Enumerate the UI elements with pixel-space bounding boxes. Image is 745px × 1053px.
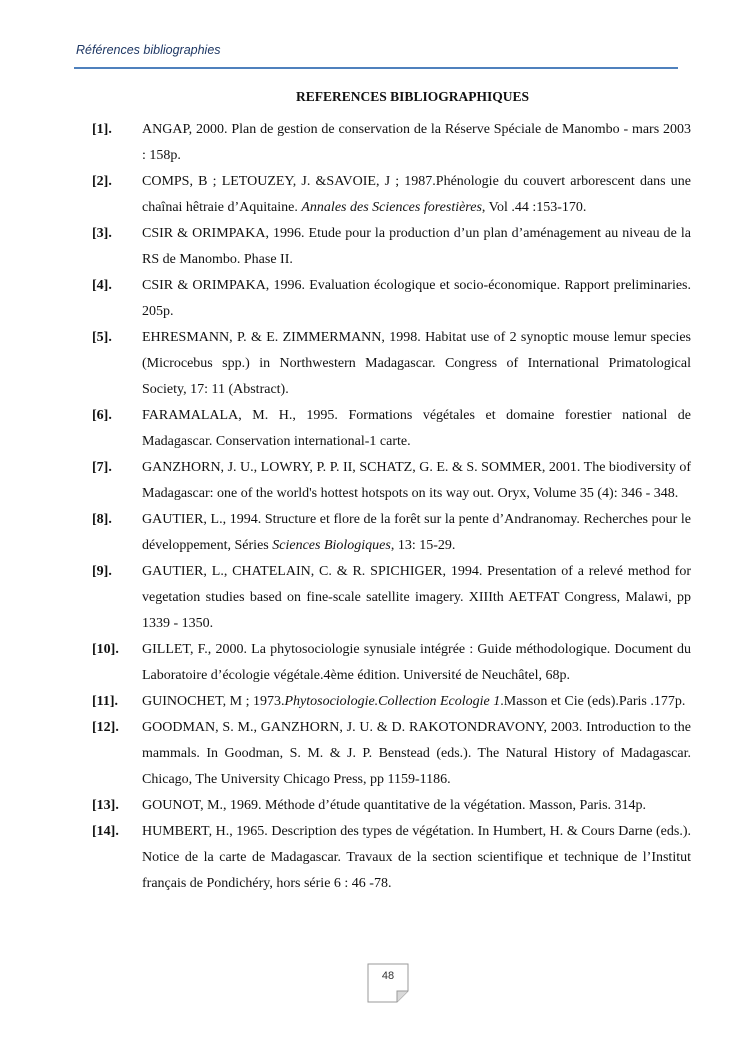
reference-item [92, 455, 691, 507]
reference-text: GILLET, F., 2000. La phytosociologie synusiale intégrée : Guide méthodologique. Document du Laboratoire d’écologie végétale.4ème édition. Université de Neuchâtel, 68p. [142, 642, 691, 683]
reference-item [92, 715, 691, 793]
reference-text: COMPS, B ; LETOUZEY, J. &SAVOIE, J ; 1987.Phénologie du couvert arborescent dans une chaînai hêtraie d’Aquitaine. Annales des Sciences forestières, Vol .44 :153-170. [142, 174, 691, 215]
reference-item [92, 117, 691, 169]
folded-page-icon [367, 963, 409, 1003]
page-number: 48 [381, 970, 395, 982]
reference-text: GOUNOT, M., 1969. Méthode d’étude quantitative de la végétation. Masson, Paris. 314p. [142, 798, 647, 813]
reference-number: [13]. [92, 798, 119, 813]
reference-item [92, 793, 691, 819]
reference-item [92, 221, 691, 273]
reference-number: [7]. [92, 460, 112, 475]
reference-item [92, 689, 691, 715]
reference-number: [2]. [92, 174, 112, 189]
reference-number: [1]. [92, 122, 112, 137]
page-number-badge [367, 963, 409, 1003]
reference-text: GANZHORN, J. U., LOWRY, P. P. II, SCHATZ, G. E. & S. SOMMER, 2001. The biodiversity of Madagascar: one of the world's hottest hotspots on its way out. Oryx, Volume 35 (4): 346 - 348. [142, 460, 691, 501]
reference-item [92, 507, 691, 559]
reference-text: GAUTIER, L., CHATELAIN, C. & R. SPICHIGER, 1994. Presentation of a relevé method for vegetation studies based on fine-scale satellite imagery. XIIIth AETFAT Congress, Malawi, pp 1339 - 1350. [142, 564, 691, 631]
reference-text: FARAMALALA, M. H., 1995. Formations végétales et domaine forestier national de Madagascar. Conservation international-1 carte. [142, 408, 691, 449]
reference-number: [12]. [92, 720, 119, 735]
reference-number: [4]. [92, 278, 112, 293]
reference-number: [6]. [92, 408, 112, 423]
reference-number: [9]. [92, 564, 112, 579]
page-title: REFERENCES BIBLIOGRAPHIQUES [296, 89, 529, 104]
reference-item [92, 403, 691, 455]
reference-text: GUINOCHET, M ; 1973.Phytosociologie.Collection Ecologie 1.Masson et Cie (eds).Paris .177p. [142, 694, 686, 709]
reference-item [92, 559, 691, 637]
reference-item [92, 273, 691, 325]
reference-item [92, 819, 691, 897]
reference-text: ANGAP, 2000. Plan de gestion de conservation de la Réserve Spéciale de Manombo - mars 2003 : 158p. [142, 122, 691, 163]
reference-text: CSIR & ORIMPAKA, 1996. Evaluation écologique et socio-économique. Rapport preliminaries. 205p. [142, 278, 691, 319]
reference-text: CSIR & ORIMPAKA, 1996. Etude pour la production d’un plan d’aménagement au niveau de la RS de Manombo. Phase II. [142, 226, 691, 267]
running-header: Références bibliographies [76, 43, 221, 57]
reference-number: [5]. [92, 330, 112, 345]
reference-item [92, 169, 691, 221]
reference-item [92, 325, 691, 403]
reference-number: [10]. [92, 642, 119, 657]
reference-text: EHRESMANN, P. & E. ZIMMERMANN, 1998. Habitat use of 2 synoptic mouse lemur species (Microcebus spp.) in Northwestern Madagascar. Congress of International Primatological Society, 17: 11 (Abstract). [142, 330, 691, 397]
reference-number: [14]. [92, 824, 119, 839]
reference-number: [8]. [92, 512, 112, 527]
reference-text: GOODMAN, S. M., GANZHORN, J. U. & D. RAKOTONDRAVONY, 2003. Introduction to the mammals. In Goodman, S. M. & J. P. Benstead (eds.). The Natural History of Madagascar. Chicago, The University Chicago Press, pp 1159-1186. [142, 720, 691, 787]
reference-number: [3]. [92, 226, 112, 241]
reference-text: HUMBERT, H., 1965. Description des types de végétation. In Humbert, H. & Cours Darne (eds.). Notice de la carte de Madagascar. Travaux de la section scientifique et technique de l’Institut français de Pondichéry, hors série 6 : 46 -78. [142, 824, 691, 891]
reference-number: [11]. [92, 694, 119, 709]
reference-text: GAUTIER, L., 1994. Structure et flore de la forêt sur la pente d’Andranomay. Recherches pour le développement, Séries Sciences Biologiques, 13: 15-29. [142, 512, 691, 553]
header-rule [74, 67, 678, 69]
reference-list [92, 117, 691, 897]
reference-item [92, 637, 691, 689]
